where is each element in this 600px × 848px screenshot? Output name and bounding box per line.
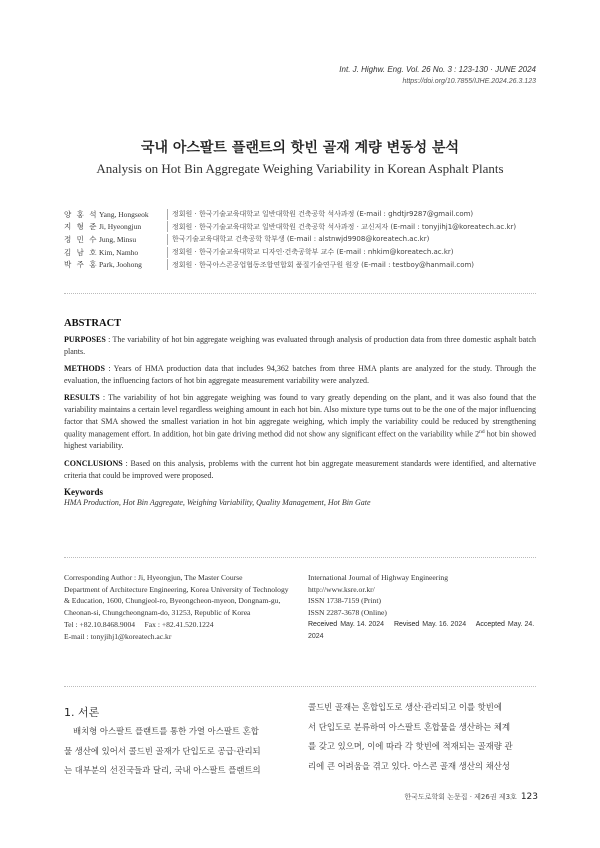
abstract-purposes <box>64 334 536 357</box>
author-name-korean: 박 주 홍 <box>64 260 99 270</box>
author-row <box>64 246 544 259</box>
journal-name: International Journal of Highway Engineering <box>308 573 449 582</box>
journal-info-block <box>308 572 538 642</box>
accepted-label: Accepted <box>475 620 505 628</box>
corr-email[interactable]: E-mail : tonyjihj1@koreatech.ac.kr <box>64 631 172 641</box>
page-footer <box>404 792 538 802</box>
title-korean: 국내 아스팔트 플랜트의 핫빈 골재 계량 변동성 분석 <box>140 140 460 156</box>
body-line: 배치형 아스팔트 플랜트를 통한 가열 아스팔트 혼합 <box>73 726 259 736</box>
purposes-text: : The variability of hot bin aggregate weighing was evaluated through analysis of production data from three domestic asphalt batch plants. <box>64 335 536 356</box>
author-name-english: Jung, Minsu <box>99 234 137 244</box>
author-name-english: Park, Joohong <box>99 260 142 270</box>
author-affiliation: 정회원 · 한국기술교육대학교 디자인·건축공학부 교수 (E-mail : nhkim@koreatech.ac.kr) <box>172 248 454 257</box>
body-line: 물 생산에 있어서 콜드빈 골재가 단입도로 공급·관리되 <box>64 745 261 756</box>
author-name-korean: 김 남 호 <box>64 247 99 257</box>
author-name-korean: 지 형 준 <box>64 222 99 232</box>
author-list <box>64 208 544 271</box>
methods-label: METHODS <box>64 364 105 374</box>
abstract-methods <box>64 363 536 386</box>
author-affiliation: 정회원 · 한국아스콘공업협동조합연합회 품질기술연구원 원장 (E-mail : testboy@hanmail.com) <box>172 260 475 269</box>
keywords-heading: Keywords <box>64 487 103 498</box>
footer-journal: 한국도로학회 논문집 · 제26권 제3호 <box>404 793 517 801</box>
corr-line: Tel : +82.10.8468.9004 Fax : +82.41.520.1224 <box>64 619 214 629</box>
received-date: May. 14. 2024 <box>340 620 385 628</box>
purposes-label: PURPOSES <box>64 335 106 344</box>
conclusions-label: CONCLUSIONS <box>64 459 123 468</box>
corresponding-author-block <box>64 572 294 642</box>
author-affiliation: 정회원 · 한국기술교육대학교 일반대학원 건축공학 석사과정 (E-mail : ghdtjr9287@gmail.com) <box>172 210 474 219</box>
keywords-list: HMA Production, Hot Bin Aggregate, Weighing Variability, Quality Management, Hot Bin Gate <box>64 498 371 508</box>
revised-date: May. 16. 2024 <box>422 620 467 628</box>
author-divider <box>167 247 168 258</box>
author-name-english: Kim, Namho <box>99 247 139 257</box>
body-line: 리에 큰 어려움을 겪고 있다. 아스콘 골재 생산의 채산성 <box>308 760 510 771</box>
title-english: Analysis on Hot Bin Aggregate Weighing Variability in Korean Asphalt Plants <box>96 161 504 176</box>
results-superscript: nd <box>479 429 485 436</box>
author-name-english: Yang, Hongseok <box>99 209 149 219</box>
corr-line: Cheonan-si, Chungcheongnam-do, 31253, Republic of Korea <box>64 608 251 618</box>
author-name-english: Ji, Hyeongjun <box>99 222 142 232</box>
author-divider <box>167 234 168 245</box>
corr-line: Corresponding Author : Ji, Hyeongjun, The Master Course <box>64 573 243 582</box>
author-row <box>64 208 544 221</box>
author-name-korean: 정 민 수 <box>64 234 99 244</box>
body-line: 는 대부분의 선진국들과 달리, 국내 아스팔트 플랜트의 <box>64 765 261 775</box>
issn-print: ISSN 1738-7159 (Print) <box>308 596 381 606</box>
author-divider <box>167 221 168 232</box>
results-text: : The variability of hot bin aggregate weighing was found to vary greatly depending on the plant, and it was also found that the variability maintains a certain level regardless weighing amount in each hot bin. Also mixture type turns out to be the one of the major influencing factor that SMA showed the smallest variation in hot bin aggregate weighing, which imply the variability could be reduced by strengthening quality management effort. In addition, hot bin gate driving method did not show any significant effect on the variability while 2 <box>64 393 536 439</box>
body-text-right <box>308 698 538 776</box>
body-text-left <box>64 722 296 781</box>
author-divider <box>167 209 168 220</box>
corr-line: Department of Architecture Engineering, Korea University of Technology <box>64 584 289 594</box>
conclusions-text: : Based on this analysis, problems with the current hot bin aggregate measurement standards were identified, and alternative criteria that could be improved were proposed. <box>64 459 536 480</box>
author-divider <box>167 259 168 270</box>
journal-header <box>339 64 536 87</box>
section-divider <box>64 293 536 294</box>
received-label: Received <box>308 620 338 628</box>
body-line: 서 단입도로 분류하여 아스팔트 혼합물을 생산하는 체계 <box>308 721 511 732</box>
accepted-date: May. 24. 2024 <box>308 620 535 640</box>
methods-text: : Years of HMA production data that includes 94,362 batches from three HMA plants are analyzed for the study. Through the evaluation, the influencing factors of hot bin aggregate measurement variability were analyzed. <box>64 364 536 385</box>
author-row <box>64 258 544 271</box>
issn-online: ISSN 2287-3678 (Online) <box>308 608 387 618</box>
revised-label: Revised <box>393 620 420 628</box>
author-row <box>64 221 544 234</box>
page-number: 123 <box>520 792 538 802</box>
author-row <box>64 233 544 246</box>
section-divider <box>64 686 536 687</box>
doi-link[interactable]: https://doi.org/10.7855/IJHE.2024.26.3.123 <box>402 78 536 85</box>
journal-url[interactable]: http://www.ksre.or.kr/ <box>308 584 375 594</box>
author-affiliation: 한국기술교육대학교 건축공학 학부생 (E-mail : alstnwjd9908@koreatech.ac.kr) <box>172 235 430 244</box>
abstract-section <box>64 318 536 507</box>
section-title: 1. 서론 <box>64 706 100 719</box>
corr-line: & Education, 1600, Chungjeol-ro, Byeongcheon-myeon, Dongnam-gu, <box>64 596 281 606</box>
journal-citation: Int. J. Highw. Eng. Vol. 26 No. 3 : 123-130 · JUNE 2024 <box>339 65 536 74</box>
body-line: 콜드빈 골재는 혼합입도로 생산·관리되고 이를 핫빈에 <box>308 702 502 712</box>
abstract-heading: ABSTRACT <box>64 318 122 329</box>
author-name-korean: 양 홍 석 <box>64 209 99 219</box>
history-dates <box>308 619 538 642</box>
author-affiliation: 정회원 · 한국기술교육대학교 일반대학원 건축공학 석사과정 · 교신저자 (E-mail : tonyjihj1@koreatech.ac.kr) <box>172 222 517 231</box>
results-label: RESULTS <box>64 393 100 403</box>
section-divider <box>64 557 536 558</box>
results-text-end: hot bin showed highest variability. <box>64 429 537 451</box>
body-line: 를 갖고 있으며, 이에 따라 각 핫빈에 적재되는 골재량 관 <box>308 741 513 751</box>
abstract-results <box>64 392 536 452</box>
abstract-conclusions <box>64 458 536 481</box>
